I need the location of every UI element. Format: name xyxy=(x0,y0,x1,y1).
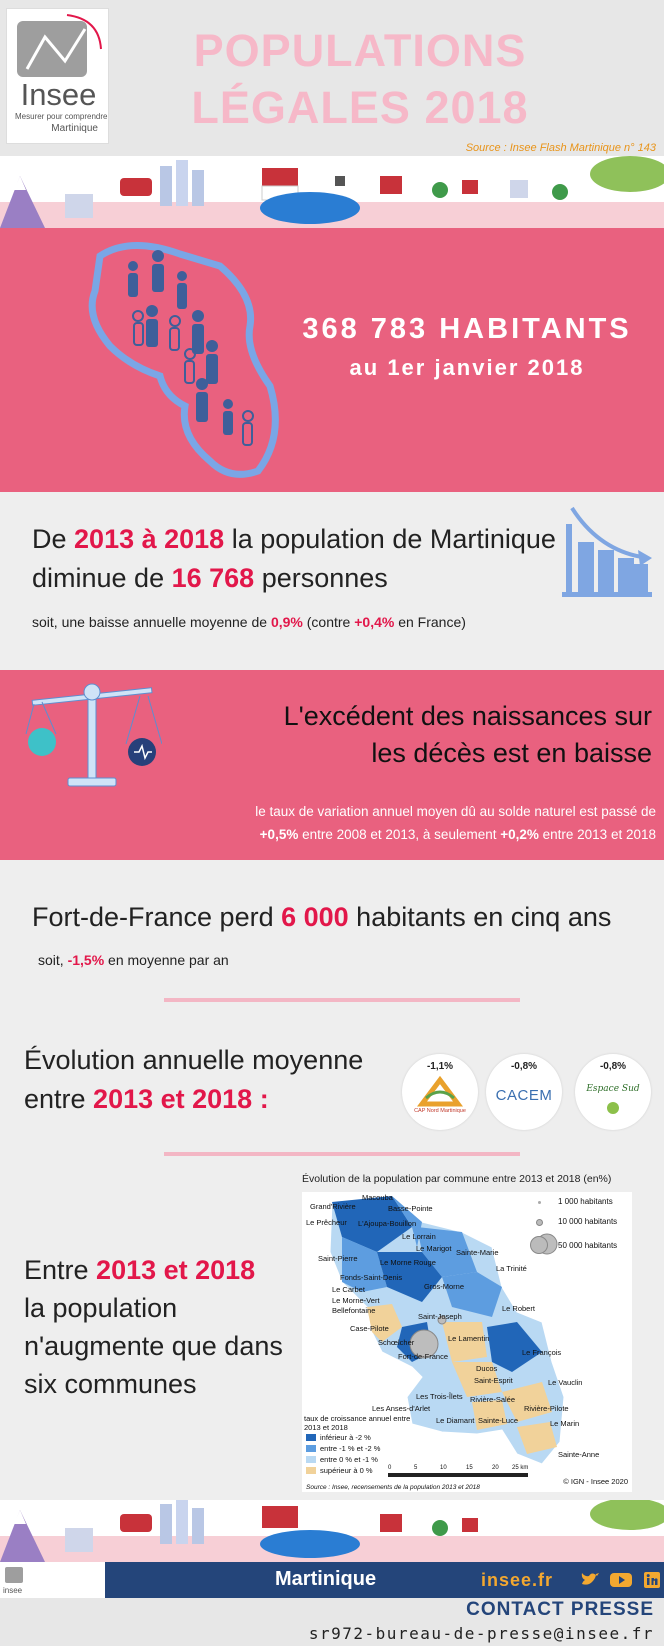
decorative-banner-bottom xyxy=(0,1500,664,1562)
population-date: au 1er janvier 2018 xyxy=(349,355,585,380)
town-label: Le Morne Rouge xyxy=(380,1258,436,1267)
size-legend xyxy=(536,1196,626,1260)
decline-sub-3: en France) xyxy=(394,614,466,630)
legend-item: entre -1 % et -2 % xyxy=(320,1444,381,1453)
population-total: 368 783 HABITANTS xyxy=(302,313,632,345)
contact-presse-label: CONTACT PRESSE xyxy=(466,1599,654,1620)
espace-sud-value: -0,8% xyxy=(599,1061,627,1072)
town-label: Le Diamant xyxy=(436,1416,475,1425)
title-line-1: POPULATIONS xyxy=(193,25,527,76)
cap-nord-logo-text: CAP Nord Martinique xyxy=(414,1108,466,1114)
town-label: Saint-Esprit xyxy=(474,1376,513,1385)
logo-mark-icon xyxy=(7,9,110,79)
fdf-loss: 6 000 xyxy=(281,902,349,932)
town-label: Saint-Pierre xyxy=(318,1254,358,1263)
decline-rate: 0,9% xyxy=(270,614,303,630)
decline-subtext xyxy=(32,614,466,630)
town-label: Basse-Pointe xyxy=(388,1204,433,1213)
divider xyxy=(164,998,520,1002)
town-label: Les Anses-d'Arlet xyxy=(372,1404,431,1413)
svg-text:insee: insee xyxy=(3,1586,23,1595)
scale-tick: 10 xyxy=(440,1465,447,1471)
declining-bars-icon xyxy=(560,502,656,602)
town-label: Macouba xyxy=(362,1193,393,1202)
town-label: Fort-de-France xyxy=(398,1352,449,1361)
insee-logo xyxy=(6,8,109,144)
town-label: Case-Pilote xyxy=(350,1324,389,1333)
fdf-text-1: Fort-de-France perd xyxy=(32,902,282,932)
footer-region: Martinique xyxy=(275,1568,377,1590)
town-label: Le Marin xyxy=(550,1419,580,1428)
natural-balance-section xyxy=(0,670,664,860)
map-source: Source : Insee, recensements de la population 2013 et 2018 xyxy=(306,1484,480,1491)
fort-de-france-section xyxy=(0,860,664,1020)
town-label: Le Vauclin xyxy=(548,1378,583,1387)
cacem-badge xyxy=(486,1054,562,1130)
town-label: Les Trois-Îlets xyxy=(416,1392,463,1401)
town-label: La Trinité xyxy=(496,1264,527,1273)
color-legend xyxy=(304,1414,424,1476)
logo-region: Martinique xyxy=(51,123,98,134)
scale-tick: 25 km xyxy=(512,1465,529,1471)
decline-sub-2: (contre xyxy=(302,614,355,630)
balance-scale-icon xyxy=(22,674,162,804)
births-heading-2: les décès est en baisse xyxy=(371,738,652,768)
scale-tick: 20 xyxy=(492,1465,499,1471)
town-label: Saint-Joseph xyxy=(418,1312,462,1321)
source-note: Source : Insee Flash Martinique n° 143 xyxy=(465,142,656,154)
title-line-2: LÉGALES 2018 xyxy=(191,82,529,133)
divider xyxy=(164,1152,520,1156)
births-sub-3: entre 2013 et 2018 xyxy=(538,827,656,842)
town-label: Le Lorrain xyxy=(402,1232,436,1241)
town-label: Ducos xyxy=(476,1364,498,1373)
annual-heading-1: Évolution annuelle moyenne xyxy=(24,1045,364,1075)
town-label: Grand'Rivière xyxy=(310,1202,356,1211)
insee-website-link[interactable]: insee.fr xyxy=(481,1570,554,1590)
scale-tick: 15 xyxy=(466,1465,473,1471)
decorative-banner-top xyxy=(0,156,664,228)
scale-tick: 0 xyxy=(388,1465,392,1471)
map-title: Évolution de la population par commune entre 2013 et 2018 (en%) xyxy=(302,1173,612,1185)
town-label: Le Morne-Vert xyxy=(332,1296,380,1305)
annual-heading-2: entre xyxy=(24,1084,94,1114)
births-heading-1: L'excédent des naissances sur xyxy=(283,701,652,731)
annual-evolution-section xyxy=(0,1020,664,1170)
scale-tick: 5 xyxy=(414,1465,418,1471)
decline-text-2: la population de Martinique diminue de xyxy=(32,524,556,593)
town-label: Le François xyxy=(522,1348,562,1357)
espace-sud-logo-icon xyxy=(575,1100,651,1120)
legend-item: entre 0 % et -1 % xyxy=(320,1455,378,1464)
linkedin-icon[interactable] xyxy=(644,1572,660,1588)
town-label: Sainte-Marie xyxy=(456,1248,499,1257)
town-label: Gros-Morne xyxy=(424,1282,465,1291)
decline-period: 2013 à 2018 xyxy=(74,524,225,554)
births-subtext xyxy=(196,800,656,846)
communes-heading xyxy=(24,1251,294,1403)
insee-small-logo-icon xyxy=(3,1565,33,1595)
town-label: L'Ajoupa-Bouillon xyxy=(358,1219,417,1228)
youtube-icon[interactable] xyxy=(610,1572,632,1588)
communes-section xyxy=(0,1170,664,1500)
cacem-logo-text: CACEM xyxy=(495,1087,553,1104)
births-sub-1: le taux de variation annuel moyen dû au solde naturel est passé de xyxy=(255,804,656,819)
communes-text-2: la population n'augmente que dans six communes xyxy=(24,1293,283,1399)
fdf-text-2: habitants en cinq ans xyxy=(348,902,612,932)
town-label: Sainte-Anne xyxy=(558,1450,600,1459)
cap-nord-value: -1,1% xyxy=(426,1061,454,1072)
fdf-subtext xyxy=(38,952,229,968)
legend-item: supérieur à 0 % xyxy=(320,1466,373,1475)
annual-heading xyxy=(24,1041,363,1119)
town-label: Fonds-Saint-Denis xyxy=(340,1273,403,1282)
population-decline-section xyxy=(0,492,664,670)
cap-nord-badge xyxy=(402,1054,478,1130)
births-rate-2008: +0,5% xyxy=(259,827,299,842)
twitter-icon[interactable] xyxy=(580,1572,600,1588)
island-people-icon xyxy=(70,236,300,486)
logo-name: Insee xyxy=(20,77,97,112)
town-label: Le Prêcheur xyxy=(306,1218,347,1227)
births-rate-2013: +0,2% xyxy=(500,827,539,842)
town-label: Sainte-Luce xyxy=(478,1416,519,1425)
town-label: Rivière-Salée xyxy=(470,1395,516,1404)
decline-sub-1: soit, une baisse annuelle moyenne de xyxy=(32,614,271,630)
footer-logo-area xyxy=(0,1562,105,1598)
france-rate: +0,4% xyxy=(354,614,395,630)
legend-item: inférieur à -2 % xyxy=(320,1433,371,1442)
commune-map xyxy=(302,1192,632,1492)
communes-period: 2013 et 2018 xyxy=(96,1255,256,1285)
annual-period: 2013 et 2018 : xyxy=(93,1084,269,1114)
town-label: Le Robert xyxy=(502,1304,535,1313)
village-illustration-icon xyxy=(0,156,664,228)
espace-sud-badge xyxy=(575,1054,651,1130)
logo-tagline: Mesurer pour comprendre xyxy=(15,112,108,121)
town-label: Rivière-Pilote xyxy=(524,1404,569,1413)
town-label: Schœlcher xyxy=(378,1338,415,1347)
decline-heading xyxy=(32,520,572,598)
town-label: Bellefontaine xyxy=(332,1306,376,1315)
town-label: Le Carbet xyxy=(332,1285,365,1294)
births-heading xyxy=(222,698,652,772)
map-copyright: © IGN - Insee 2020 xyxy=(563,1477,628,1486)
communes-text-1: Entre xyxy=(24,1255,97,1285)
scale-bar xyxy=(388,1473,528,1477)
decline-amount: 16 768 xyxy=(171,563,255,593)
fdf-sub-2: en moyenne par an xyxy=(104,952,229,968)
town-label: Le Lamentin xyxy=(448,1334,490,1343)
espace-sud-logo-text: Espace Sud xyxy=(586,1084,640,1094)
decline-text-3: personnes xyxy=(254,563,388,593)
decline-text-1: De xyxy=(32,524,75,554)
press-email-link[interactable]: sr972-bureau-de-presse@insee.fr xyxy=(308,1624,654,1643)
size-legend-1: 1 000 habitants xyxy=(558,1197,613,1206)
fdf-heading xyxy=(32,902,611,933)
fdf-rate: -1,5% xyxy=(67,952,105,968)
size-legend-3: 50 000 habitants xyxy=(558,1241,618,1250)
births-sub-2: entre 2008 et 2013, à seulement xyxy=(298,827,501,842)
page-title xyxy=(150,22,570,136)
fdf-sub-1: soit, xyxy=(38,952,68,968)
cacem-value: -0,8% xyxy=(510,1061,538,1072)
population-hero xyxy=(0,228,664,492)
village-illustration-icon xyxy=(0,1500,664,1562)
legend-title: taux de croissance annuel entre 2013 et 2018 xyxy=(304,1414,411,1432)
footer-bar xyxy=(0,1562,664,1598)
town-label: Le Marigot xyxy=(416,1244,452,1253)
size-legend-2: 10 000 habitants xyxy=(558,1217,618,1226)
